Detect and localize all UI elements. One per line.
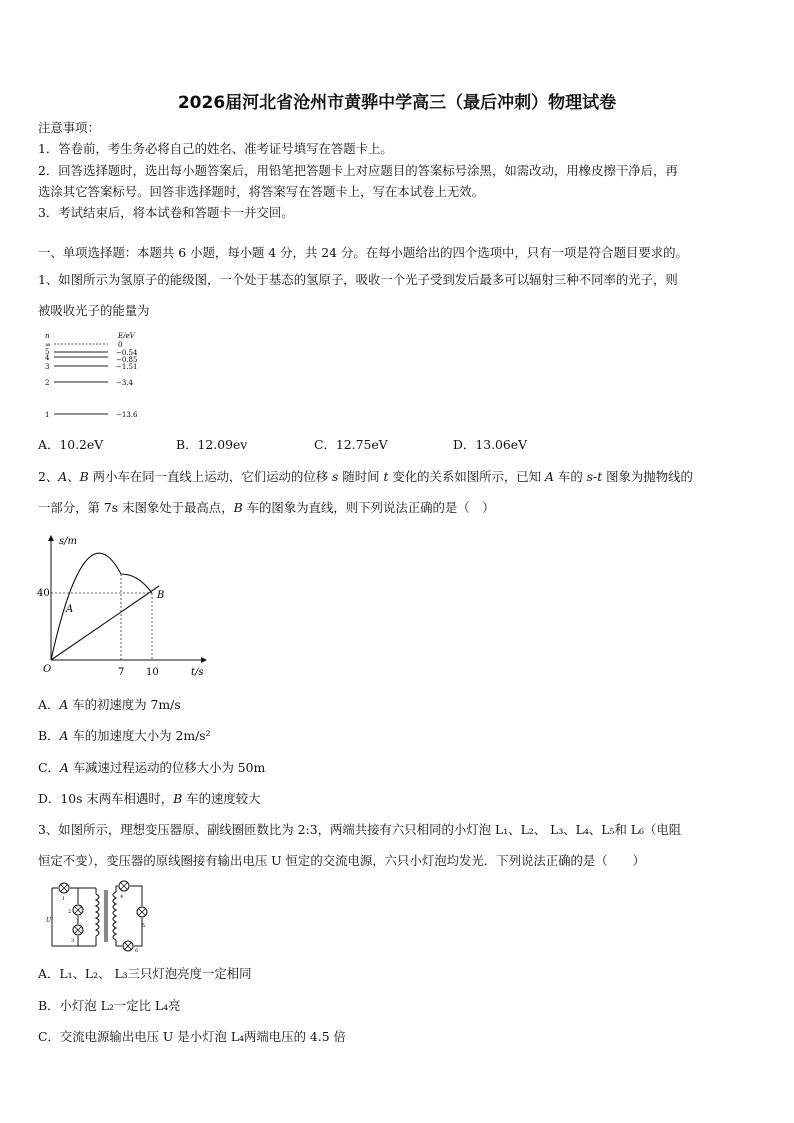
q3-stem-line-2: 恒定不变），变压器的原线圈接有输出电压 U 恒定的交流电源，六只小灯泡均发光．下列说法正确的是（ ）	[38, 853, 645, 868]
page-title: 2026届河北省沧州市黄骅中学高三（最后冲刺）物理试卷	[177, 93, 617, 113]
level-3-n: 3	[45, 363, 50, 371]
level-5-n: 5	[45, 348, 50, 356]
level-1-e: −13.6	[116, 411, 138, 419]
svg-text:2: 2	[68, 909, 72, 915]
lamp-5	[137, 907, 147, 917]
svg-text:4: 4	[120, 894, 124, 900]
lamp-2	[73, 905, 83, 915]
q2-option-d[interactable]: D．10s 末两车相遇时，B 车的速度较大	[38, 791, 261, 806]
level-2-e: −3.4	[116, 379, 133, 387]
level-4-e-label: −0.85	[116, 356, 138, 364]
source-u: U	[46, 917, 52, 924]
lamp-3	[73, 925, 83, 935]
tick-40: 40	[37, 588, 50, 599]
note-item-3: 3．考试结束后，将本试卷和答题卡一并交回。	[38, 205, 294, 220]
note-item-2-line-1: 2．回答选择题时，选出每小题答案后，用铅笔把答题卡上对应题目的答案标号涂黑，如需改动，用橡皮擦干净后，再	[38, 163, 678, 178]
q1-stem-line-2: 被吸收光子的能量为	[38, 303, 150, 318]
tick-10: 10	[146, 667, 159, 678]
diagram-e-header: E/eV	[118, 332, 135, 340]
lamp-1	[59, 883, 69, 893]
level-4-n: 4	[45, 354, 50, 362]
q1-option-d[interactable]: D．13.06eV	[453, 437, 528, 452]
diagram-n-header: n	[45, 332, 50, 340]
notes-heading: 注意事项：	[38, 120, 100, 135]
q1-option-a[interactable]: A．10.2eV	[38, 437, 104, 452]
s-t-graph	[34, 530, 214, 682]
section-heading: 一、单项选择题：本题共 6 小题，每小题 4 分，共 24 分。在每小题给出的四个选项中，只有一项是符合题目要求的。	[38, 245, 688, 260]
level-inf-n: ∞	[45, 341, 51, 349]
lamp-4	[119, 881, 129, 891]
note-item-2-line-2: 选涂其它答案标号。回答非选择题时，将答案写在答题卡上，写在本试卷上无效。	[38, 184, 485, 199]
q2-option-c[interactable]: C．A 车减速过程运动的位移大小为 50m	[38, 760, 266, 775]
line-b	[51, 586, 159, 660]
svg-text:5: 5	[142, 923, 146, 929]
transformer-circuit	[44, 880, 154, 952]
origin-label: O	[43, 664, 52, 675]
level-2-n: 2	[45, 379, 50, 387]
q1-stem-line-1: 1、如图所示为氢原子的能级图，一个处于基态的氢原子，吸收一个光子受到发后最多可以辐射三种不同率的光子，则	[38, 272, 678, 287]
note-item-1: 1．答卷前，考生务必将自己的姓名、准考证号填写在答题卡上。	[38, 141, 393, 156]
svg-text:3: 3	[71, 938, 75, 944]
tick-7: 7	[118, 667, 125, 678]
svg-text:1: 1	[62, 896, 66, 902]
q2-stem-line-1: 2、A、B 两小车在同一直线上运动，它们运动的位移 s 随时间 t 变化的关系如图所示，已知 A 车的 s-t 图象为抛物线的	[38, 469, 693, 484]
y-axis-label: s/m	[59, 536, 77, 547]
level-4-e: −1.51	[116, 363, 138, 371]
q3-option-b[interactable]: B．小灯泡 L₂一定比 L₄亮	[38, 998, 181, 1013]
q3-option-c[interactable]: C．交流电源输出电压 U 是小灯泡 L₄两端电压的 4.5 倍	[38, 1029, 346, 1044]
q1-option-b[interactable]: B．12.09ev	[176, 437, 248, 452]
q3-option-a[interactable]: A．L₁、L₂、 L₃三只灯泡亮度一定相同	[38, 966, 252, 981]
x-axis-label: t/s	[191, 667, 204, 678]
q2-option-a[interactable]: A．A 车的初速度为 7m/s	[38, 697, 181, 712]
level-1-n: 1	[45, 411, 50, 419]
level-inf-e: 0	[118, 341, 123, 349]
q2-option-b[interactable]: B．A 车的加速度大小为 2m/s²	[38, 728, 211, 743]
lamp-6	[123, 941, 133, 951]
q3-stem-line-1: 3、如图所示，理想变压器原、副线圈匝数比为 2:3，两端共接有六只相同的小灯泡 L₁、L₂、 L₃、L₄、L₅和 L₆（电阻	[38, 822, 682, 837]
q2-stem-line-2: 一部分，第 7s 末图象处于最高点，B 车的图象为直线，则下列说法正确的是（ ）	[38, 500, 495, 515]
energy-level-diagram	[40, 328, 160, 424]
level-5-e: −0.54	[116, 349, 138, 357]
label-b: B	[157, 590, 165, 601]
label-a: A	[66, 604, 74, 615]
q1-option-c[interactable]: C．12.75eV	[314, 437, 388, 452]
svg-text:6: 6	[135, 948, 139, 952]
